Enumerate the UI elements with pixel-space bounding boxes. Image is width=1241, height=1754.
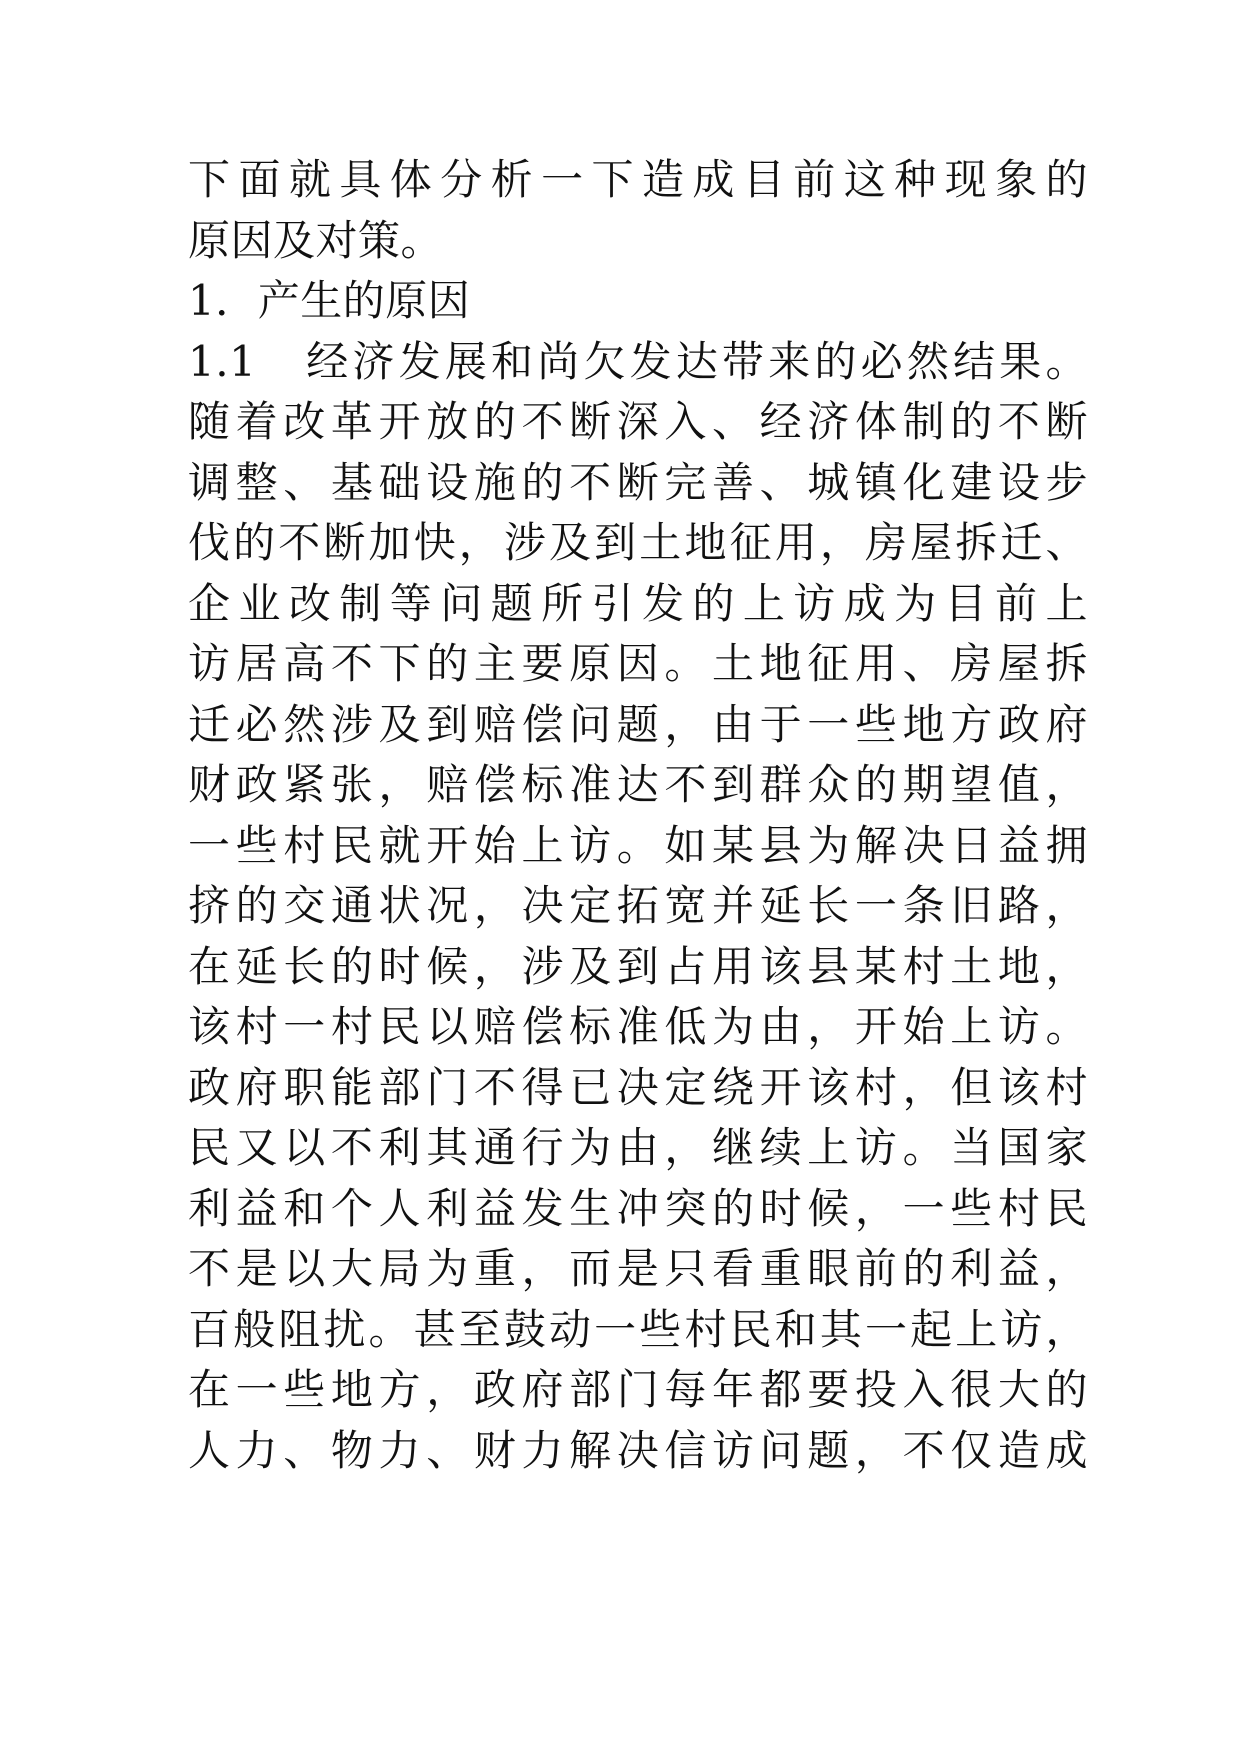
text-line: 不是以大局为重，而是只看重眼前的利益，	[188, 1244, 1088, 1293]
text-line: 民又以不利其通行为由，继续上访。当国家	[188, 1123, 1088, 1172]
subsection-heading: 1.1 经济发展和尚欠发达带来的必然结果。	[188, 336, 1088, 386]
text-line: 挤的交通状况，决定拓宽并延长一条旧路，	[188, 881, 1088, 930]
text-line: 迁必然涉及到赔偿问题，由于一些地方政府	[188, 699, 1088, 749]
section-heading: 1．产生的原因	[188, 276, 471, 325]
text-line: 利益和个人利益发生冲突的时候，一些村民	[188, 1183, 1088, 1233]
text-line: 人力、物力、财力解决信访问题，不仅造成	[188, 1425, 1088, 1475]
text-line: 百般阻扰。甚至鼓动一些村民和其一起上访，	[188, 1304, 1088, 1354]
text-line: 伐的不断加快，涉及到土地征用，房屋拆迁、	[188, 518, 1088, 567]
text-line: 在延长的时候，涉及到占用该县某村土地，	[188, 941, 1088, 991]
body-text	[188, 150, 1088, 1481]
text-line: 企业改制等问题所引发的上访成为目前上	[188, 578, 1088, 628]
text-line: 访居高不下的主要原因。土地征用、房屋拆	[188, 639, 1088, 688]
text-line: 在一些地方，政府部门每年都要投入很大的	[188, 1365, 1088, 1414]
text-line: 下面就具体分析一下造成目前这种现象的	[188, 155, 1088, 204]
text-line: 原因及对策。	[188, 215, 444, 265]
text-line: 财政紧张，赔偿标准达不到群众的期望值，	[188, 760, 1088, 809]
text-line: 该村一村民以赔偿标准低为由，开始上访。	[188, 1002, 1088, 1051]
text-line: 调整、基础设施的不断完善、城镇化建设步	[188, 457, 1088, 507]
text-line: 一些村民就开始上访。如某县为解决日益拥	[188, 820, 1088, 870]
text-line: 政府职能部门不得已决定绕开该村，但该村	[188, 1062, 1088, 1112]
text-line: 随着改革开放的不断深入、经济体制的不断	[188, 397, 1088, 446]
